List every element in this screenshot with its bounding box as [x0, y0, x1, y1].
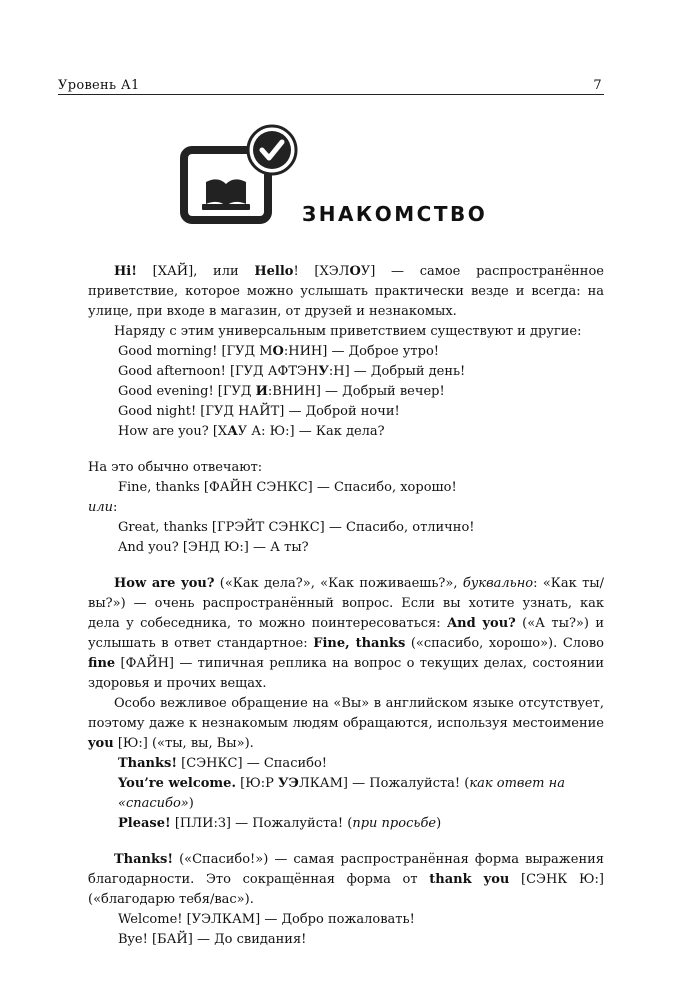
thanks-examples — [88, 754, 604, 834]
thanks-example: You’re welcome. [Ю:Р УЭЛКАМ] — Пожалуйста! (как ответ на «спасибо») — [118, 776, 565, 811]
greetings-list — [88, 342, 604, 442]
greeting-example: Good night! [ГУД НАЙТ] — Доброй ночи! — [118, 404, 400, 419]
greeting-example: Good afternoon! [ГУД АФТЭНУ:Н] — Добрый день! — [118, 364, 466, 379]
other-greetings-intro: Наряду с этим универсальным приветствием существуют и другие: — [114, 324, 582, 339]
thanks-example: Thanks! [СЭНКС] — Спасибо! — [118, 756, 328, 771]
intro-paragraph: Hi! [ХАЙ], или Hello! [ХЭЛОУ] — самое распространённое приветствие, которое можно услышать практически везде и всегда: на улице, при входе в магазин, от друзей и незнакомых. — [88, 264, 604, 319]
greeting-example: How are you? [ХАУ А: Ю:] — Как дела? — [118, 424, 385, 439]
reply-example: Fine, thanks [ФАЙН СЭНКС] — Спасибо, хорошо! — [118, 480, 457, 495]
reply-example: And you? [ЭНД Ю:] — А ты? — [118, 540, 309, 555]
chapter-title: ЗНАКОМСТВО — [302, 202, 488, 226]
thanks-paragraph: Thanks! («Спасибо!») — самая распространённая форма выражения благодарности. Это сокращённая форма от thank you [СЭНК Ю:] («благодарю тебя/вас»). — [88, 852, 605, 907]
running-header — [58, 78, 604, 95]
replies-intro: На это обычно отвечают: — [88, 460, 263, 475]
reply-or: или: — [88, 500, 118, 515]
greeting-example: Good evening! [ГУД И:ВНИН] — Добрый вечер! — [118, 384, 445, 399]
how-are-you-paragraph: How are you? («Как дела?», «Как поживаешь?», буквально: «Как ты/вы?») — очень распространённый вопрос. Если вы хотите узнать, как дела у собеседника, то можно поинтересоваться: And you? («А ты?») и услышать в ответ стандартное: Fine, thanks («спасибо, хорошо»). Слово fine [ФАЙН] — типичная реплика на вопрос о текущих делах, состоянии здоровья и прочих вещах. — [88, 576, 604, 691]
header-section: Уровень А1 — [58, 78, 140, 93]
politeness-paragraph: Особо вежливое обращение на «Вы» в английском языке отсутствует, поэтому даже к незнакомым людям обращаются, используя местоимение you [Ю:] («ты, вы, Вы»). — [88, 696, 604, 751]
reply-example: Great, thanks [ГРЭЙТ СЭНКС] — Спасибо, отлично! — [118, 520, 475, 535]
page-number: 7 — [593, 78, 602, 93]
thanks-example: Please! [ПЛИ:З] — Пожалуйста! (при просьбе) — [118, 816, 442, 831]
greeting-example: Good morning! [ГУД МО:НИН] — Доброе утро! — [118, 344, 439, 359]
farewell-example: Welcome! [УЭЛКАМ] — Добро пожаловать! — [118, 912, 415, 927]
book-check-icon — [180, 124, 300, 224]
farewell-example: Bye! [БАЙ] — До свидания! — [118, 932, 307, 947]
lesson-body — [88, 262, 604, 950]
